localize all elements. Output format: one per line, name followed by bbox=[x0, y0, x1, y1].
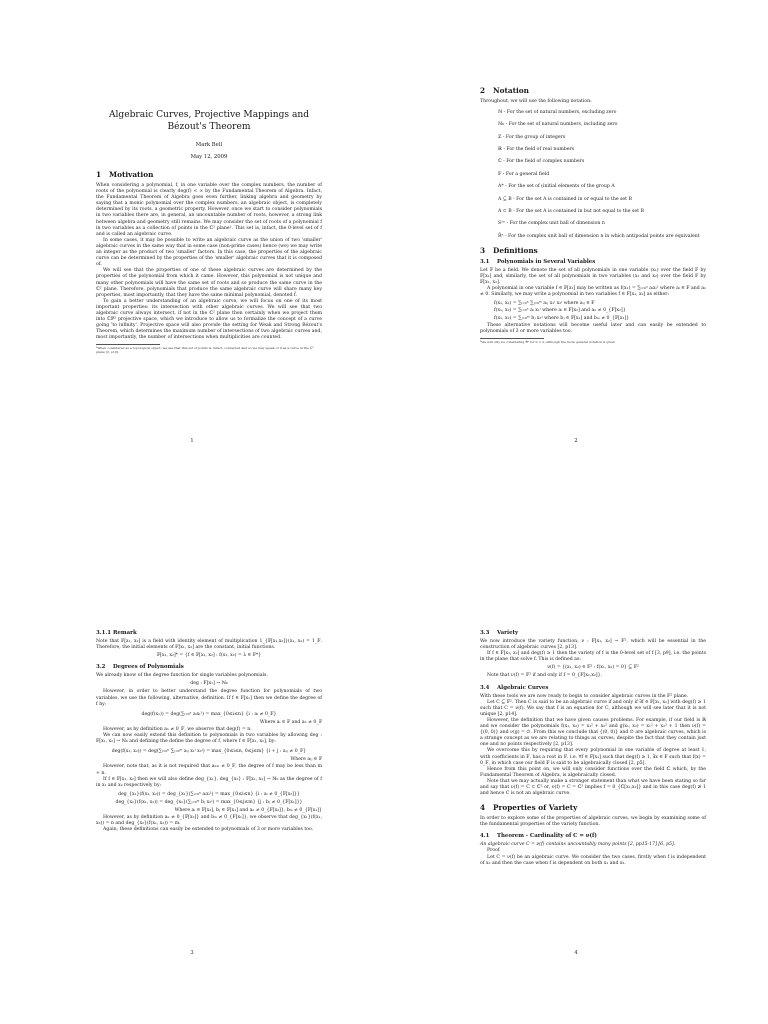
equation: f(x₁, x₂) = ∑ⱼ₌₀ᵐ bⱼ x₂ʲ where bⱼ ∈ 𝔽[x₁] and bₘ ≠ 0_{𝔽[x₁]} bbox=[494, 315, 630, 321]
paragraph: Note that we may actually make a stronger statement than what we have been stating so far and say that ν(f) = C ⊂ ℂ² or, ν(f) = C = ℂ² implies f = 0_{ℂ[x₁,x₂]} and in this case deg(f) ≱ 1 and hence C is not an algebraic curve. bbox=[480, 778, 706, 797]
footnote: ¹When considered as a topological object, we see that this set of points is, infact, connected and so we may speak of it as a curve in the ℂ² plane [2, p19]. bbox=[96, 346, 314, 355]
equation: deg(f(x₁)) = deg(∑ᵢ₌₀ⁿ aᵢxᵢ¹) = max_{0≤i≤n} {i : aᵢ ≠ 0_𝔽} bbox=[141, 711, 277, 717]
equation-condition: Where aᵢⱼ ∈ 𝔽 bbox=[290, 757, 322, 763]
equation: deg_{x₁}(f(x₁, x₂)) = deg_{x₁}(∑ᵢ₌₀ⁿ aᵢxᵢ¹) = max_{0≤i≤n} {i : aᵢ ≠ 0_{𝔽[x₂]}} bbox=[118, 791, 300, 797]
paragraph: Let 𝔽 be a field. We denote the set of all polynomials in one variable (x₁) over the field 𝔽 by 𝔽[x₁] and, similarly, the set of all polynomials in two variables (x₁ and x₂) over the field 𝔽 by 𝔽[x₁, x₂]. bbox=[480, 267, 706, 286]
paragraph: A polynomial in one variable f ∈ 𝔽[x₁] may be written as f(x₁) = ∑ᵢ₌₀ⁿ aᵢxᵢ¹ where aᵢ ∈ 𝔽 and aₙ ≠ 0. Similarly, we may write a polynomial in two variables f ∈ 𝔽[x₁, x₂] as either: bbox=[480, 286, 706, 298]
page-number: 2 bbox=[574, 438, 578, 444]
subsection-number: 3.3 bbox=[480, 630, 490, 636]
section-title: Motivation bbox=[109, 170, 154, 179]
equation-condition: Where aᵢ ∈ 𝔽 and aₙ ≠ 0_𝔽 bbox=[259, 719, 322, 725]
paragraph: Note that 𝔽[x₁, x₂] is a field with identity element of multiplication 1_{𝔽[x₁,x₂]}(x₁, x₂) = 1_𝔽. Therefore, the initial elements of 𝔽[x₁, x₂] are the constant, initial functions. bbox=[96, 639, 322, 651]
paragraph: However, as by definition aₙ ≠ 0_𝔽, we observe that deg(f) = n. bbox=[103, 726, 252, 732]
author: Mark Bell bbox=[195, 142, 223, 148]
page-2 bbox=[384, 0, 768, 512]
subsection-title: Variety bbox=[497, 630, 519, 636]
notation-item: R̃ⁿ - For the complex unit ball of dimension n in which antipodal points are equivalent bbox=[498, 233, 700, 239]
subsection-heading-variety bbox=[480, 630, 706, 636]
subsection-title: Degrees of Polynomials bbox=[113, 664, 184, 671]
subsection-title: Polynomials in Several Variables bbox=[497, 258, 596, 265]
subsection-heading-polynomials bbox=[480, 259, 706, 265]
footnote-rule bbox=[480, 338, 544, 339]
notation-item: ℤ - For the group of integers bbox=[498, 134, 566, 140]
equation: f(x₁, x₂) = ∑ᵢ₌₀ⁿ aᵢ x₁ⁱ where aᵢ ∈ 𝔽[x₂] and aₙ ≠ 0_{𝔽[x₂]} bbox=[494, 308, 626, 314]
section-number: 4 bbox=[480, 803, 486, 813]
paragraph: However, in order to better understand the degree function for polynomials of two variables, we use the following, alternative, definition. If f ∈ 𝔽[x₁] then we define the degree of f by: bbox=[96, 689, 322, 707]
equation: f(x₁, x₂) = ∑ᵢ₌₀ⁿ ∑ⱼ₌₀ᵐ aᵢⱼ x₁ⁱ x₂ʲ where aᵢⱼ ∈ 𝔽 bbox=[494, 301, 595, 307]
paragraph: Throughout, we will use the following notation: bbox=[480, 99, 592, 104]
section-number: 3 bbox=[480, 245, 486, 255]
section-heading-definitions bbox=[480, 246, 706, 255]
paragraph: Let C ⊆ 𝔽². Then C is said to be an algebraic curve if and only if ∃f ∈ 𝔽[x₁, x₂] with deg(f) ≥ 1 such that C = ν(f). We say that f is an equation for C, although we will see later that it is not unique [2, p14]. bbox=[480, 699, 706, 717]
footnote-rule bbox=[96, 344, 160, 345]
subsection-title: Algebraic Curves bbox=[497, 684, 549, 691]
section-heading-motivation bbox=[96, 170, 322, 179]
paragraph: Let C = ν(f) be an algebraic curve. We consider the two cases, firstly when f is independent of x₂ and then the case when f is dependent on both x₁ and x₂. bbox=[480, 854, 706, 866]
section-title: Notation bbox=[493, 86, 529, 95]
subsection-heading-remark bbox=[96, 630, 322, 636]
notation-item: 𝔽 - For a general field bbox=[498, 171, 550, 177]
notation-item: A ⊂ B - For the set A is contained in but not equal to the set B bbox=[498, 208, 644, 214]
paragraph: These alternative notations will become useful later and can easily be extended to polynomials of 3 or more variables too. bbox=[480, 322, 706, 334]
subsection-heading-algebraic-curves bbox=[480, 685, 706, 691]
paragraph: Hence from this point on, we will only consider functions over the field ℂ which, by the Fundamental Theorem of Algebra, is algebraically closed. bbox=[480, 766, 706, 778]
paragraph: Again, these definitions can easily be extended to polynomials of 3 or more variables too. bbox=[103, 827, 314, 833]
theorem-statement: An algebraic curve C = ν(f) contains uncountably many points [2, pp15-17] [6, p5]. bbox=[480, 842, 676, 848]
paragraph: Note that ν(f) = 𝔽² if and only if f = 0_{𝔽[x₁,x₂]}. bbox=[487, 673, 603, 679]
paragraph: We now introduce the variety function, ν : 𝔽[x₁, x₂] → 𝔽², which will be essential in the construction of algebraic curves [2, p13]. bbox=[480, 639, 706, 651]
subsection-heading-theorem-cardinality bbox=[480, 833, 706, 839]
equation: deg : 𝔽[x₁] → ℕ₀ bbox=[190, 681, 228, 687]
equation: 𝔽[x₁, x₂]* = {f ∈ 𝔽[x₁, x₂] : f(x₁, x₂) = λ ∈ 𝔽*} bbox=[156, 653, 262, 659]
subsection-heading-degrees bbox=[96, 664, 322, 670]
equation: deg_{x₂}(f(x₁, x₂)) = deg_{x₂}(∑ⱼ₌₀ᵐ bⱼ x₂ʲ) = max_{0≤j≤m} {j : bⱼ ≠ 0_{𝔽[x₁]}} bbox=[115, 799, 303, 805]
notation-item: ℕ - For the set of natural numbers, excluding zero bbox=[498, 110, 617, 116]
page-1 bbox=[0, 0, 384, 512]
subsection-number: 3.1.1 bbox=[96, 630, 112, 636]
paragraph: We can now easily extend this definition to polynomials in two variables by allowing deg : 𝔽[x₁, x₂] → ℕ₀ and defining the define the degree of f, where f ∈ 𝔽[x₁, x₂], by: bbox=[96, 733, 322, 745]
paragraph: However, note that, as it is not required that aₙₘ ≠ 0_𝔽, the degree of f may be less than m + n. bbox=[96, 764, 322, 776]
paragraph: We already know of the degree function for single variables polynomials. bbox=[96, 673, 268, 679]
notation-list bbox=[498, 110, 706, 240]
page-number: 1 bbox=[190, 438, 194, 444]
footnote: ²We will only be considering R̃ⁿ for n = 2, although the more general notation is given bbox=[480, 339, 616, 344]
section-heading-properties-of-variety bbox=[480, 803, 706, 812]
page-3 bbox=[0, 512, 384, 1024]
paragraph: If f ∈ 𝔽[x₁, x₂] then we will also define deg_{x₁}, deg_{x₂} : 𝔽[x₁, x₂] → ℕ₀ as the degree of f in x₁ and x₂ respectively by: bbox=[96, 776, 322, 788]
page-4 bbox=[384, 512, 768, 1024]
paper-title-line-2: Bézout's Theorem bbox=[167, 121, 251, 132]
equation: ν(f) = {(x₁, x₂) ∈ 𝔽² : f(x₁, x₂) = 0} ⊆ 𝔽² bbox=[547, 665, 639, 671]
proof-label: Proof bbox=[487, 848, 500, 854]
notation-item: A* - For the set of (initial elements of the group A bbox=[498, 184, 615, 190]
section-title: Definitions bbox=[493, 245, 538, 255]
notation-item: ℂ - For the field of complex numbers bbox=[498, 159, 585, 165]
equation-condition: Where aᵢ ∈ 𝔽[x₂], bⱼ ∈ 𝔽[x₁] and aₙ ≠ 0_{𝔽[x₂]}, bₘ ≠ 0_{𝔽[x₁]} bbox=[174, 807, 322, 813]
paragraph: We overcome this by requiring that every polynomial in one variable of degree at least 1, with coefficients in 𝔽, has a root in 𝔽. i.e. ∀f ∈ 𝔽[x₁] such that deg(f) ≥ 1, ∃x ∈ 𝔽 such that f(x) = 0_𝔽, in which case our field 𝔽 is said to be algebraically closed [2, p5]. bbox=[480, 748, 706, 766]
section-number: 2 bbox=[480, 86, 486, 95]
paragraph: With these tools we are now ready to begin to consider algebraic curves in the 𝔽² plane. bbox=[480, 693, 689, 699]
paper-title-line-1: Algebraic Curves, Projective Mappings and bbox=[108, 110, 310, 120]
notation-item: A ⊆ B - For the set A is contained in or equal to the set B bbox=[498, 196, 632, 202]
paragraph: In some cases, it may be possible to write an algebraic curve as the union of two 'smaller' algebraic curves in the same way that in some case (non-prime cases) hence (we) we may write an integer as the product of two 'smaller' factors. In this case, the properties of the algebraic curve can be determined by the properties of the 'smaller' algebraic curves that it is composed of. bbox=[96, 237, 322, 268]
subsection-title: Remark bbox=[113, 630, 137, 636]
paragraph: We will see that the properties of one of these algebraic curves are determined by the properties of the polynomial from which it came. However, this polynomial is not unique and many other polynomials will have the same set of roots and so produce the same curve in the ℂ² plane. Therefore, polynomials that produce the same algebraic curve will share many key properties, most importantly, that they have the same minimal polynomial, denoted f̂. bbox=[96, 268, 322, 298]
page-number: 3 bbox=[190, 950, 194, 956]
paragraph: In order to explore some of the properties of algebraic curves, we begin by examining some of the fundamental properties of the variety function. bbox=[480, 816, 706, 828]
date: May 12, 2009 bbox=[190, 154, 228, 160]
paragraph: However, as by definition aₙ ≠ 0_{𝔽[x₂]} and bₘ ≠ 0_{𝔽[x₁]}, we observe that deg_{x₁}(f(x₁, x₂)) = n and deg_{x₂}(f(x₁, x₂)) = m. bbox=[96, 815, 322, 827]
paragraph: When considering a polynomial, f, in one variable over the complex numbers, the number of roots of the polynomial is clearly deg(f) < ∞ by the Fundamental Theorem of Algebra. Infact, the Fundamental Theorem of Algebra goes even further, linking algebra and geometry by saying that a monic polynomial over the complex numbers, an algebraic object, is completely determined by its roots, a geometric property. However, once we start to consider polynomials in two variables there are, in general, an uncountable number of roots, however, a strong link between algebra and geometry still remains. We may consider the set of roots of a polynomial f in two variables as a collection of points in the ℂ² plane¹. This set is, infact, the 0-level set of f and is called an algebraic curve. bbox=[96, 183, 322, 237]
section-heading-notation bbox=[480, 86, 706, 95]
paragraph: However, the definition that we have given causes problems. For example, if our field is ℝ and we consider the polynomials f(x₁, x₂) = x₁² + x₂² and g(x₁, x₂) = x₁² + x₂² + 1 then ν(f) = {(0, 0)} and ν(g) = ∅. From this we conclude that {(0, 0)} and ∅ are algebraic curves, which is a strange concept as we are relating to things as curves, despite the fact that they contain just one and no points respectively [2, p13]. bbox=[480, 717, 706, 748]
subsection-number: 3.2 bbox=[96, 664, 106, 671]
notation-item: S¹ⁿ - For the complex unit ball of dimension n bbox=[498, 221, 605, 227]
subsection-number: 3.4 bbox=[480, 684, 490, 691]
equation: deg(f(x₁, x₂)) = deg(∑ᵢ₌₀ⁿ ∑ⱼ₌₀ᵐ aᵢⱼ x₁ⁱ x₂ʲ) = max_{0≤i≤n, 0≤j≤m} {i + j : aᵢⱼ ≠ 0_𝔽} bbox=[111, 749, 307, 755]
paragraph: If f ∈ 𝔽[x₁, x₂] and deg(f) ≥ 1 then the variety of f is the 0-level set of f [3, p9], i.e. the points in the plane that solve f. This is defined as: bbox=[480, 651, 706, 663]
paragraph: To gain a better understanding of an algebraic curve, we will focus on one of its most important properties: its intersection with other algebraic curves. We will see that two algebraic curve always intersect, if not in the ℂ² plane then certainly when we project them into ℂℙ² projective space, which we introduce to allow us to formalize the concept of a curve going 'to infinity'. Projective space will also provide the setting for Weak and Strong Bézout's Theorem, which determines the maximum number of intersections of two algebraic curves and, most importantly, the number of intersections when multiplicities are counted. bbox=[96, 298, 322, 341]
section-title: Properties of Variety bbox=[493, 803, 578, 813]
notation-item: ℕ₀ - For the set of natural numbers, including zero bbox=[498, 122, 618, 128]
subsection-number: 3.1 bbox=[480, 258, 490, 265]
subsection-title: Theorem - Cardinality of C = ν(f) bbox=[497, 833, 597, 840]
notation-item: ℝ - For the field of real numbers bbox=[498, 147, 575, 153]
section-number: 1 bbox=[96, 170, 102, 179]
page-number: 4 bbox=[574, 950, 578, 956]
subsection-number: 4.1 bbox=[480, 833, 490, 840]
